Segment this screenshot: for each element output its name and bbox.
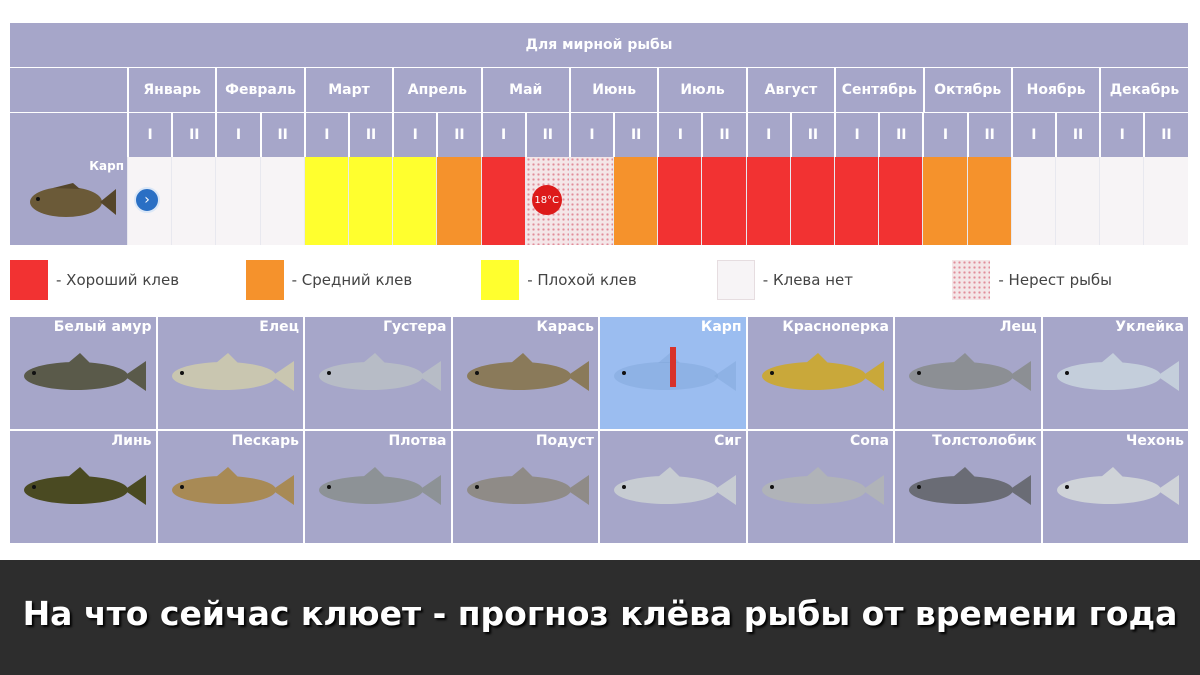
half-month-header: II: [701, 113, 745, 157]
month-header: Ноябрь: [1011, 68, 1099, 112]
month-header: Январь: [127, 68, 215, 112]
half-month-header-row: [10, 113, 1188, 157]
half-month-header: I: [834, 113, 878, 157]
month-header: Декабрь: [1099, 68, 1187, 112]
month-header: Июль: [657, 68, 745, 112]
bite-cell: [304, 157, 348, 245]
bite-cell: [967, 157, 1011, 245]
fish-tile[interactable]: [748, 431, 894, 543]
half-month-header: I: [304, 113, 348, 157]
month-header: Май: [481, 68, 569, 112]
fish-tile[interactable]: [600, 317, 746, 429]
bite-calendar-table: [10, 23, 1188, 245]
month-header: Март: [304, 68, 392, 112]
month-header-row: [10, 68, 1188, 112]
fish-tile-name: Линь: [111, 433, 152, 449]
fish-tile-name: Сопа: [849, 433, 889, 449]
bite-cell: [746, 157, 790, 245]
crucian-icon: [461, 341, 591, 411]
fish-tile-name: Плотва: [388, 433, 447, 449]
grass-carp-icon: [18, 341, 148, 411]
half-month-header: II: [171, 113, 215, 157]
fish-tile[interactable]: [1043, 431, 1189, 543]
fish-tile-name: Карась: [536, 319, 594, 335]
bite-cell: [922, 157, 966, 245]
fish-tile[interactable]: [453, 317, 599, 429]
fish-tile[interactable]: [600, 431, 746, 543]
fish-tile-name: Густера: [383, 319, 447, 335]
legend-item: [717, 260, 953, 300]
half-month-header: I: [1011, 113, 1055, 157]
half-month-header: I: [746, 113, 790, 157]
half-month-header: II: [1055, 113, 1099, 157]
fish-tile-name: Чехонь: [1126, 433, 1184, 449]
legend: [10, 252, 1188, 308]
half-month-header: II: [967, 113, 1011, 157]
corner-cell: [10, 68, 127, 112]
fish-tile-name: Лещ: [999, 319, 1037, 335]
bite-cell: [392, 157, 436, 245]
fish-tile-name: Елец: [259, 319, 299, 335]
fish-tile-name: Уклейка: [1115, 319, 1184, 335]
bite-cell: [1011, 157, 1055, 245]
legend-label: - Хороший клев: [56, 271, 180, 289]
month-header: Июнь: [569, 68, 657, 112]
banner-title: На что сейчас клюет - прогноз клёва рыбы от времени года: [22, 594, 1178, 633]
carp-icon: [18, 177, 118, 227]
fish-tile[interactable]: [895, 431, 1041, 543]
bleak-icon: [1051, 341, 1181, 411]
float-icon: [670, 347, 676, 387]
fish-tile[interactable]: [158, 431, 304, 543]
bite-cell: [1099, 157, 1143, 245]
silver-bream-icon: [313, 341, 443, 411]
half-month-header: I: [215, 113, 259, 157]
legend-label: - Нерест рыбы: [998, 271, 1113, 289]
fish-selection-grid: [10, 317, 1188, 543]
bite-cell: [790, 157, 834, 245]
bite-cell: [1055, 157, 1099, 245]
fish-tile-name: Сиг: [714, 433, 742, 449]
legend-swatch: [246, 260, 284, 300]
bite-cell: [701, 157, 745, 245]
bite-cell: [834, 157, 878, 245]
fish-tile[interactable]: [10, 431, 156, 543]
table-title: Для мирной рыбы: [10, 23, 1188, 67]
bite-cell: [569, 157, 613, 245]
fish-tile[interactable]: [453, 431, 599, 543]
silver-carp-icon: [903, 455, 1033, 525]
fish-tile-name: Толстолобик: [932, 433, 1037, 449]
half-month-header: II: [260, 113, 304, 157]
half-month-header: I: [922, 113, 966, 157]
fish-cell: [10, 157, 127, 245]
half-month-header: I: [392, 113, 436, 157]
legend-swatch: [10, 260, 48, 300]
corner-cell: [10, 113, 127, 157]
bite-cell: [525, 157, 569, 245]
gudgeon-icon: [166, 455, 296, 525]
bite-cell: [348, 157, 392, 245]
bite-cell: [171, 157, 215, 245]
whitefish-icon: [608, 455, 738, 525]
fish-tile[interactable]: [158, 317, 304, 429]
half-month-header: II: [1143, 113, 1187, 157]
fish-tile-name: Карп: [700, 319, 742, 335]
fish-tile[interactable]: [748, 317, 894, 429]
bite-cell: [215, 157, 259, 245]
sabre-carp-icon: [1051, 455, 1181, 525]
fish-bite-row: [10, 157, 1188, 245]
legend-label: - Плохой клев: [527, 271, 637, 289]
half-month-header: I: [657, 113, 701, 157]
month-header: Апрель: [392, 68, 480, 112]
carp-float-icon: [608, 341, 738, 411]
legend-item: [10, 260, 246, 300]
bite-cell: [127, 157, 171, 245]
fish-tile-name: Пескарь: [231, 433, 299, 449]
half-month-header: II: [790, 113, 834, 157]
blue-bream-icon: [756, 455, 886, 525]
half-month-header: I: [1099, 113, 1143, 157]
bite-cell: [436, 157, 480, 245]
bite-cell: [613, 157, 657, 245]
half-month-header: II: [436, 113, 480, 157]
fish-tile-name: Белый амур: [53, 319, 152, 335]
bite-cell: [657, 157, 701, 245]
legend-label: - Средний клев: [291, 271, 413, 289]
legend-item: [481, 260, 717, 300]
month-header: Октябрь: [923, 68, 1011, 112]
half-month-header: II: [525, 113, 569, 157]
legend-item: [952, 260, 1188, 300]
dace-icon: [166, 341, 296, 411]
fish-tile[interactable]: [305, 431, 451, 543]
legend-label: - Клева нет: [762, 271, 854, 289]
month-header: Сентябрь: [834, 68, 922, 112]
half-month-header: II: [613, 113, 657, 157]
tench-icon: [18, 455, 148, 525]
fish-tile[interactable]: [895, 317, 1041, 429]
fish-tile[interactable]: [305, 317, 451, 429]
fish-tile[interactable]: [1043, 317, 1189, 429]
month-header: Август: [746, 68, 834, 112]
fish-tile-name: Подуст: [535, 433, 594, 449]
bite-cell: [481, 157, 525, 245]
fish-tile[interactable]: [10, 317, 156, 429]
month-header: Февраль: [215, 68, 303, 112]
bream-icon: [903, 341, 1033, 411]
legend-item: [246, 260, 482, 300]
bite-cell: [260, 157, 304, 245]
bite-cell: [878, 157, 922, 245]
half-month-header: I: [569, 113, 613, 157]
half-month-header: I: [127, 113, 171, 157]
legend-swatch: [717, 260, 755, 300]
nase-icon: [461, 455, 591, 525]
rudd-icon: [756, 341, 886, 411]
roach-icon: [313, 455, 443, 525]
legend-swatch: [481, 260, 519, 300]
fish-tile-name: Красноперка: [782, 319, 889, 335]
temperature-badge: 18°C: [532, 185, 562, 215]
half-month-header: I: [481, 113, 525, 157]
half-month-header: II: [348, 113, 392, 157]
legend-swatch: [952, 260, 990, 300]
bite-cell: [1143, 157, 1187, 245]
fish-name: Карп: [89, 159, 124, 173]
half-month-header: II: [878, 113, 922, 157]
next-arrow-icon[interactable]: ›: [134, 187, 160, 213]
